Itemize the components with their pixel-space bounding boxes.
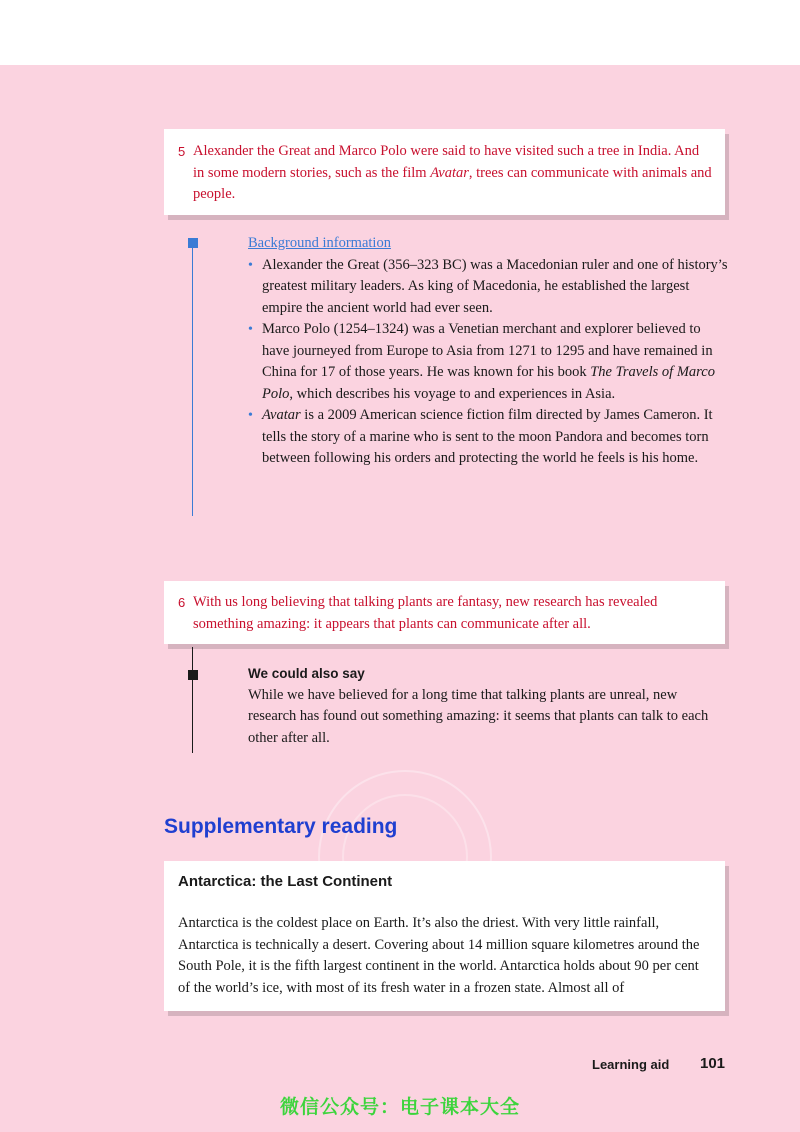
film-title-emphasis: Avatar: [262, 407, 301, 423]
page-number: 101: [700, 1055, 726, 1072]
list-item-text: Alexander the Great (356–323 BC) was a Macedonian ruler and one of history’s greatest military leaders. As king of Macedonia, he established the largest empire the ancient world had ever seen.: [262, 256, 728, 316]
list-item-text: Marco Polo (1254–1324) was a Venetian merchant and explorer believed to have journeyed from Europe to Asia from 1271 to 1295 and have remained in China for 17 of those years. He was known for his book: [262, 321, 713, 380]
background-information: [248, 233, 728, 470]
sentence-text-part: , trees can communicate with animals and people.: [193, 164, 712, 202]
sentence-text: [193, 141, 713, 206]
sentence-card-6: [164, 581, 725, 644]
bullet-icon: •: [248, 322, 253, 337]
sentence-text: With us long believing that talking plants are fantasy, new research has revealed something amazing: it appears that plants can communicate after all.: [193, 594, 658, 632]
wechat-watermark: 微信公众号：电子课本大全: [279, 1096, 520, 1118]
background-list: [248, 255, 728, 470]
sentence-text-part: Alexander the Great and Marco Polo were said to have visited such a tree in India. And in some modern stories, such as the film: [193, 143, 700, 181]
note-rule-blue: [192, 238, 193, 516]
note-marker-black: [188, 670, 198, 680]
reading-title: Antarctica: the Last Continent: [178, 873, 393, 890]
footer-label: Learning aid: [592, 1057, 670, 1072]
list-item-text: , which describes his voyage to and experiences in Asia.: [289, 385, 616, 402]
sentence-6: [164, 592, 725, 640]
alternative-expression: [248, 663, 728, 749]
bullet-icon: •: [248, 408, 253, 423]
sentence-number: 6: [178, 595, 186, 610]
reading-card: [164, 861, 725, 1011]
background-heading: Background information: [248, 235, 391, 251]
section-title: Supplementary reading: [164, 815, 398, 838]
list-item-text: is a 2009 American science fiction film directed by James Cameron. It tells the story of a marine who is sent to the moon Pandora and becomes torn between following his orders and protecting the world he feels is his home.: [262, 407, 713, 466]
book-title-emphasis: The Travels of Marco Polo: [262, 364, 715, 402]
sentence-card-5: [164, 129, 725, 215]
film-title-emphasis: Avatar: [430, 164, 469, 181]
note-marker-blue: [188, 238, 198, 248]
also-say-text: While we have believed for a long time that talking plants are unreal, new research has found out something amazing: it seems that plants can talk to each other after all.: [248, 686, 709, 746]
bullet-icon: •: [248, 257, 253, 273]
sentence-5: [164, 141, 725, 211]
list-item: [248, 405, 728, 470]
sentence-number: 5: [178, 144, 186, 159]
reading-body: Antarctica is the coldest place on Earth. It’s also the driest. With very little rainfall, Antarctica is technically a desert. Covering about 14 million square kilometres around the South Pole, it is the fifth largest continent in the world. Antarctica holds about 90 per cent of the world’s ice, with most of its fresh water in a frozen state. Almost all of: [178, 915, 700, 996]
list-item: [248, 255, 728, 320]
list-item: [248, 319, 728, 405]
note-rule-black: [192, 647, 193, 753]
also-say-heading: We could also say: [248, 666, 365, 681]
